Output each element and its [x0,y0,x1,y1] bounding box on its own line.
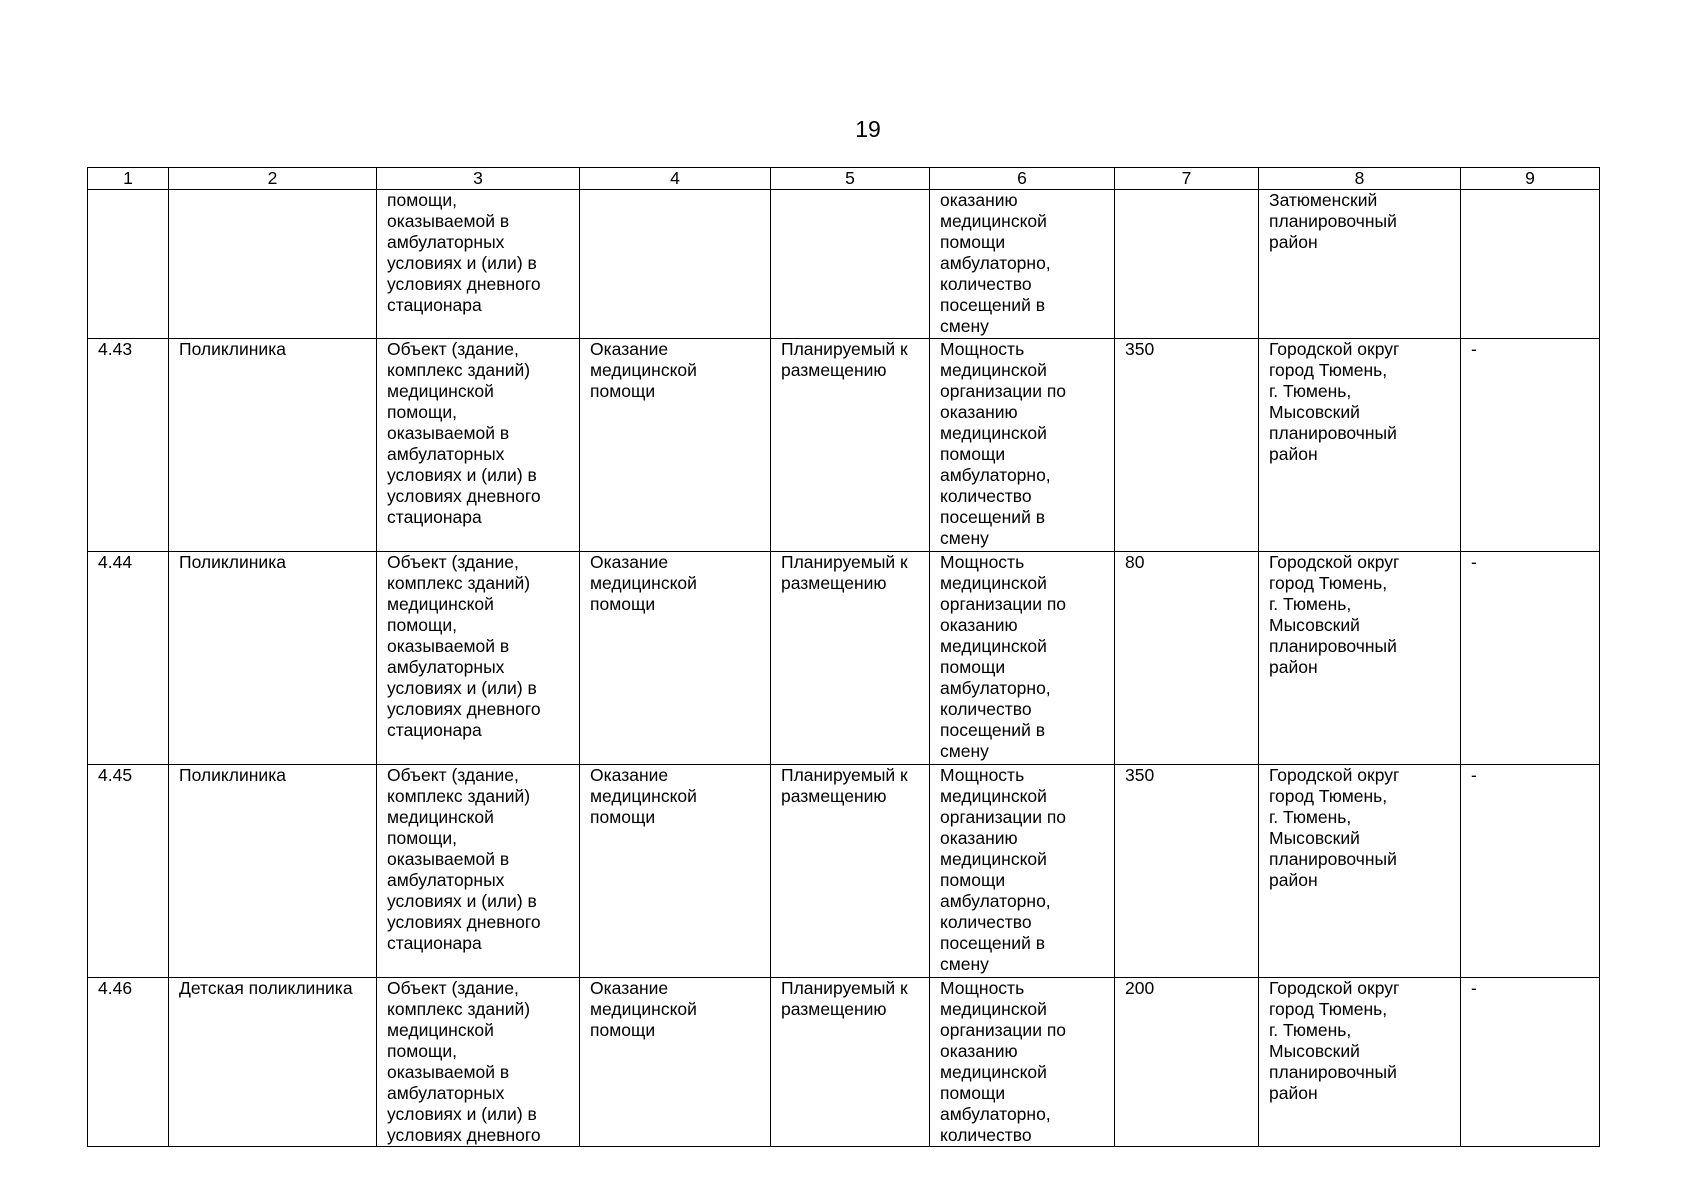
cell-characteristic: оказанию медицинской помощи амбулаторно, количество посещений в смену [930,190,1115,339]
page-number: 19 [855,116,881,142]
column-header: 4 [580,168,771,190]
cell-value: 200 [1115,978,1259,1147]
cell-name: Поликлиника [169,339,377,552]
column-header: 8 [1259,168,1461,190]
cell-zone: - [1461,765,1600,978]
cell-location: Городской округ город Тюмень, г. Тюмень, Мысовский планировочный район [1259,765,1461,978]
cell-object: помощи, оказываемой в амбулаторных условиях и (или) в условиях дневного стационара [377,190,580,339]
cell-location: Затюменский планировочный район [1259,190,1461,339]
cell-purpose: Оказание медицинской помощи [580,339,771,552]
cell-value [1115,190,1259,339]
cell-purpose [580,190,771,339]
cell-number [88,190,169,339]
cell-name [169,190,377,339]
continuation-row [88,190,1600,339]
cell-object: Объект (здание, комплекс зданий) медицинской помощи, оказываемой в амбулаторных условиях и (или) в условиях дневного стационара [377,552,580,765]
cell-characteristic: Мощность медицинской организации по оказанию медицинской помощи амбулаторно, количество посещений в смену [930,552,1115,765]
cell-purpose: Оказание медицинской помощи [580,765,771,978]
cell-value: 80 [1115,552,1259,765]
cell-object: Объект (здание, комплекс зданий) медицинской помощи, оказываемой в амбулаторных условиях и (или) в условиях дневного стационара [377,339,580,552]
cell-status [771,190,930,339]
cell-value: 350 [1115,765,1259,978]
cell-name: Детская поликлиника [169,978,377,1147]
cell-characteristic: Мощность медицинской организации по оказанию медицинской помощи амбулаторно, количество посещений в смену [930,765,1115,978]
cell-purpose: Оказание медицинской помощи [580,978,771,1147]
cell-characteristic: Мощность медицинской организации по оказанию медицинской помощи амбулаторно, количество посещений в смену [930,339,1115,552]
cell-location: Городской округ город Тюмень, г. Тюмень, Мысовский планировочный район [1259,552,1461,765]
column-header: 7 [1115,168,1259,190]
cell-number: 4.45 [88,765,169,978]
column-header: 2 [169,168,377,190]
table-row [88,978,1600,1147]
table-row [88,552,1600,765]
cell-zone: - [1461,339,1600,552]
cell-status: Планируемый к размещению [771,552,930,765]
cell-object: Объект (здание, комплекс зданий) медицинской помощи, оказываемой в амбулаторных условиях и (или) в условиях дневного стационара [377,765,580,978]
column-header: 1 [88,168,169,190]
cell-zone: - [1461,978,1600,1147]
objects-table [87,167,1600,1147]
cell-location: Городской округ город Тюмень, г. Тюмень, Мысовский планировочный район [1259,339,1461,552]
cell-status: Планируемый к размещению [771,978,930,1147]
cell-location: Городской округ город Тюмень, г. Тюмень, Мысовский планировочный район [1259,978,1461,1147]
table-row [88,765,1600,978]
cell-name: Поликлиника [169,552,377,765]
cell-zone: - [1461,552,1600,765]
table-row [88,339,1600,552]
cell-name: Поликлиника [169,765,377,978]
column-header: 5 [771,168,930,190]
cell-value: 350 [1115,339,1259,552]
cell-status: Планируемый к размещению [771,765,930,978]
column-header: 3 [377,168,580,190]
cell-status: Планируемый к размещению [771,339,930,552]
cell-zone [1461,190,1600,339]
cell-object: Объект (здание, комплекс зданий) медицинской помощи, оказываемой в амбулаторных условиях и (или) в условиях дневного [377,978,580,1147]
cell-number: 4.43 [88,339,169,552]
cell-number: 4.44 [88,552,169,765]
cell-characteristic: Мощность медицинской организации по оказанию медицинской помощи амбулаторно, количество [930,978,1115,1147]
cell-number: 4.46 [88,978,169,1147]
column-header: 9 [1461,168,1600,190]
cell-purpose: Оказание медицинской помощи [580,552,771,765]
column-header: 6 [930,168,1115,190]
column-number-row [88,168,1600,190]
